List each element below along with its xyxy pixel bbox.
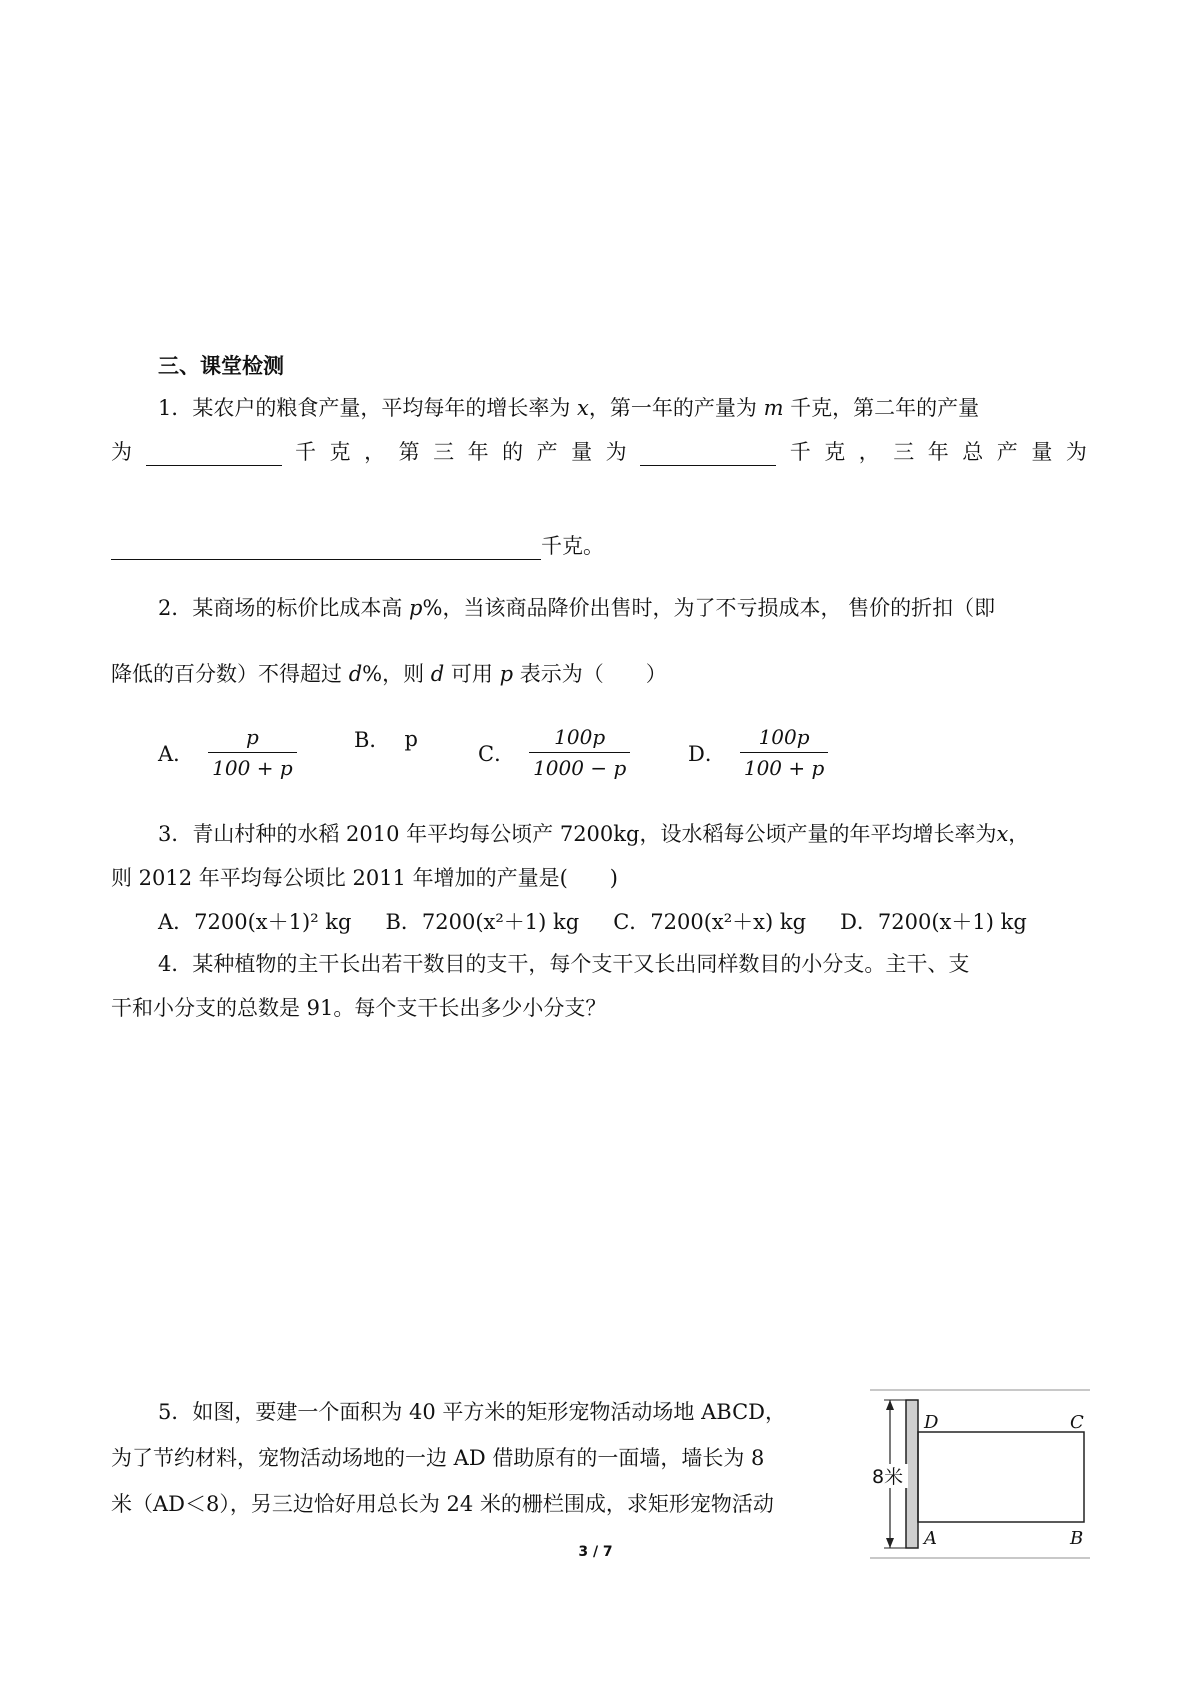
q2-text: %，当该商品降价出售时，为了不亏损成本， 售价的折扣（即	[422, 596, 996, 620]
q1-blank-third-year[interactable]	[640, 443, 776, 466]
point-c-label: C	[1070, 1412, 1084, 1433]
q1-word: 年	[467, 440, 489, 464]
fraction-denominator: 100 + p	[740, 752, 828, 781]
q1-word: 千	[789, 440, 811, 464]
q1-word: 克	[329, 440, 351, 464]
rectangle-abcd	[918, 1432, 1084, 1522]
var-p: p	[409, 596, 423, 620]
fraction	[208, 724, 296, 781]
q2-text: 表示为（ ）	[513, 662, 667, 686]
var-m: m	[763, 396, 784, 420]
var-d: d	[430, 662, 445, 686]
q1-word: 为	[605, 440, 627, 464]
section-title: 三、课堂检测	[158, 354, 284, 378]
point-b-label: B	[1070, 1528, 1084, 1549]
q1-line1	[158, 394, 1087, 422]
q3-line1	[158, 820, 1087, 848]
fraction-numerator: p	[245, 725, 259, 749]
q2-text: 2．某商场的标价比成本高	[158, 596, 410, 620]
q1-word: 总	[962, 440, 984, 464]
fraction-denominator: 1000 − p	[529, 752, 630, 781]
q2-option-c[interactable]	[478, 724, 630, 781]
var-x: x	[577, 396, 589, 420]
q1-word: 产	[536, 440, 558, 464]
q5-line3: 米（AD＜8），另三边恰好用总长为 24 米的栅栏围成，求矩形宠物活动	[111, 1492, 774, 1516]
q5-line1: 5．如图，要建一个面积为 40 平方米的矩形宠物活动场地 ABCD，	[158, 1400, 786, 1424]
q1-word: 的	[502, 440, 524, 464]
q2-option-d[interactable]	[688, 724, 828, 781]
q1-word: 年	[927, 440, 949, 464]
q2-text: %，则	[362, 662, 431, 686]
q1-line2	[111, 438, 1087, 466]
q2-line1	[158, 594, 1087, 622]
var-d: d	[348, 662, 363, 686]
q1-word: 第	[398, 440, 420, 464]
q1-word: 为	[1065, 440, 1087, 464]
q1-line3	[111, 532, 1087, 560]
q3-option-c[interactable]: C．7200(x²＋x) kg	[613, 910, 807, 934]
q3-option-b[interactable]: B．7200(x²＋1) kg	[385, 910, 580, 934]
q4-line2: 干和小分支的总数是 91。每个支干长出多少小分支？	[111, 996, 607, 1020]
var-x: x	[996, 822, 1009, 846]
point-d-label: D	[924, 1412, 939, 1433]
q2-text: 降低的百分数）不得超过	[111, 662, 349, 686]
q1-text: 1．某农户的粮食产量，平均每年的增长率为	[158, 396, 578, 420]
q1-word: 千	[295, 440, 317, 464]
var-p: p	[499, 662, 514, 686]
page-number: 3 / 7	[578, 1544, 613, 1560]
option-text: p	[404, 727, 418, 751]
wall-length-label: 8米	[872, 1466, 904, 1488]
q2-text: 可用	[444, 662, 500, 686]
q1-text: 千克，第二年的产量	[783, 396, 980, 420]
option-label: A．	[158, 741, 195, 766]
q1-word: 量	[1031, 440, 1053, 464]
q3-text: ，	[1008, 822, 1030, 846]
q5-line2: 为了节约材料，宠物活动场地的一边 AD 借助原有的一面墙，墙长为 8	[111, 1446, 765, 1470]
q3-options	[158, 908, 1087, 936]
q1-word: ，	[364, 440, 386, 464]
q3-option-a[interactable]: A．7200(x＋1)² kg	[158, 910, 352, 934]
q3-text: 3．青山村种的水稻 2010 年平均每公顷产 7200kg，设水稻每公顷产量的年平均增长率为	[158, 822, 997, 846]
q4-line1: 4．某种植物的主干长出若干数目的支干，每个支干又长出同样数目的小分支。主干、支	[158, 952, 970, 976]
q1-word: 三	[433, 440, 455, 464]
q1-blank-second-year[interactable]	[146, 443, 282, 466]
q2-option-a[interactable]	[158, 724, 297, 781]
q2-line2	[111, 660, 1087, 688]
q1-blank-total[interactable]	[111, 537, 541, 560]
q1-word: 产	[996, 440, 1018, 464]
q1-word: 为	[111, 440, 132, 464]
fraction	[740, 724, 828, 781]
fraction-numerator: 100p	[758, 725, 810, 749]
option-label: D．	[688, 741, 726, 766]
q1-word: 量	[571, 440, 593, 464]
fraction	[529, 724, 630, 781]
q1-word: 克	[824, 440, 846, 464]
q1-text: ，第一年的产量为	[588, 396, 764, 420]
arrow-up-icon	[886, 1400, 894, 1410]
point-a-label: A	[924, 1528, 937, 1549]
q1-word: 三	[893, 440, 915, 464]
pet-area-figure	[870, 1388, 1090, 1560]
q1-text: 千克。	[541, 534, 604, 558]
option-label: C．	[478, 741, 516, 766]
option-label: B．	[354, 728, 391, 752]
q3-option-d[interactable]: D．7200(x＋1) kg	[840, 910, 1027, 934]
q1-word: ，	[858, 440, 880, 464]
fraction-numerator: 100p	[554, 725, 606, 749]
q2-option-b[interactable]	[354, 724, 418, 754]
q3-line2: 则 2012 年平均每公顷比 2011 年增加的产量是( )	[111, 866, 618, 890]
fraction-denominator: 100 + p	[208, 752, 296, 781]
